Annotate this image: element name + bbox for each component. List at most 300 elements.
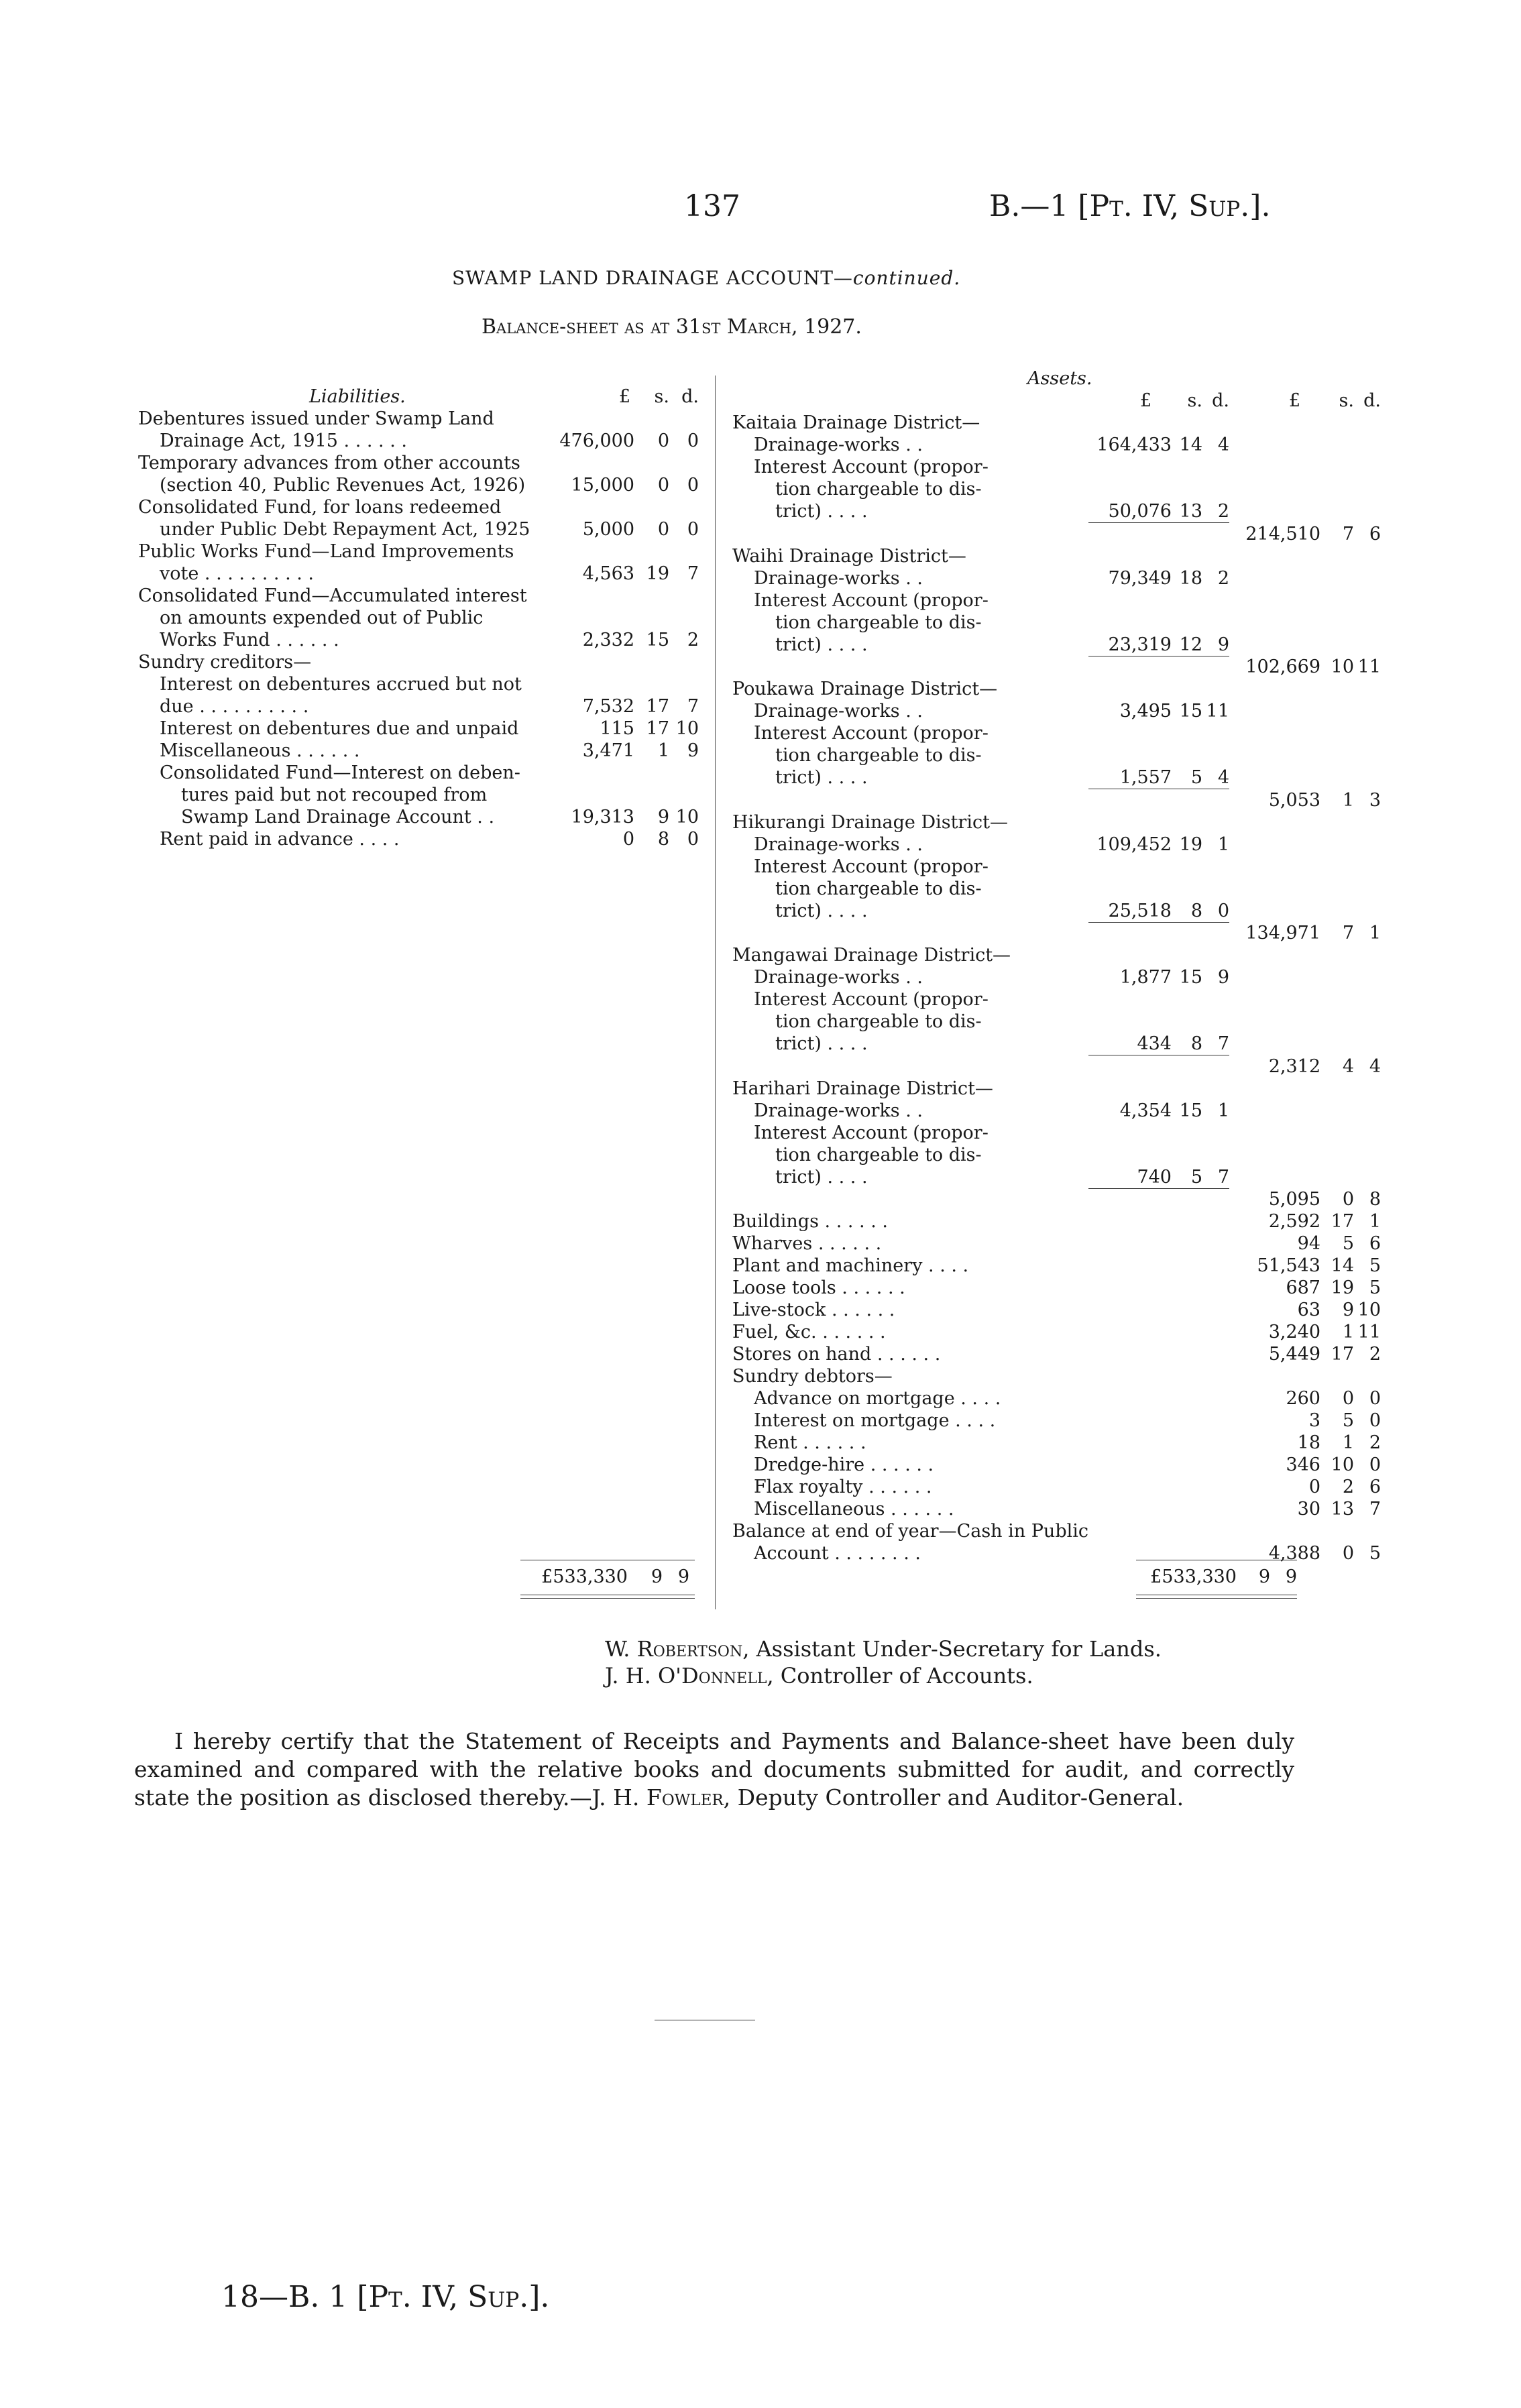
assets-row-pence-b: 0 — [1369, 1388, 1381, 1409]
assets-row-pence-a: 0 — [1202, 900, 1229, 923]
assets-row-pounds-a: 50,076 — [1088, 500, 1172, 523]
assets-row-shillings-a: 5 — [1172, 1166, 1202, 1189]
assets-row-shillings-b: 14 — [1331, 1255, 1354, 1276]
liabilities-row-shillings: 0 — [657, 431, 669, 451]
assets-row — [732, 1033, 1381, 1055]
assets-pence-header-b: d. — [1363, 390, 1381, 411]
assets-row-shillings-a: 15 — [1179, 1100, 1202, 1121]
assets-row-label: Rent . . . . . . — [754, 1432, 866, 1453]
assets-row-shillings-a — [1172, 1055, 1202, 1078]
assets-row-pence-a: 1 — [1217, 1100, 1229, 1121]
assets-row-pence-b: 2 — [1369, 1432, 1381, 1453]
liabilities-row-pounds: 5,000 — [582, 519, 634, 540]
assets-row-pounds-b: 4,388 — [1268, 1543, 1320, 1564]
assets-row-pence-b — [1354, 988, 1381, 1011]
assets-row-pounds-a — [1088, 1011, 1172, 1033]
liabilities-row-label: due . . . . . . . . . . — [160, 696, 309, 717]
assets-row-pounds-b — [1229, 1100, 1320, 1122]
assets-row-pounds-a — [1088, 612, 1172, 634]
assets-row-shillings-b: 19 — [1331, 1277, 1354, 1298]
liabilities-row-shillings: 17 — [646, 718, 669, 739]
assets-row-pounds-b — [1229, 612, 1320, 634]
assets-row-pounds-b: 102,669 — [1245, 656, 1320, 677]
assets-row-pence-a — [1202, 678, 1229, 700]
assets-row-shillings-b: 17 — [1331, 1344, 1354, 1365]
liabilities-row-pounds: 3,471 — [582, 740, 634, 761]
audit-certificate — [134, 1727, 1294, 1812]
assets-row — [732, 900, 1381, 923]
assets-row-pence-b — [1354, 500, 1381, 523]
liabilities-row — [138, 695, 699, 718]
assets-row-label: Drainage-works . . — [754, 435, 923, 455]
assets-row-pence-b — [1354, 1078, 1381, 1100]
liabilities-row-pounds: 115 — [600, 718, 634, 739]
assets-row-pence-a — [1202, 722, 1229, 744]
assets-row — [732, 1476, 1381, 1498]
assets-row-pounds-b: 5,095 — [1268, 1189, 1320, 1210]
liabilities-row-shillings — [634, 496, 669, 518]
assets-row-pence-b — [1354, 1100, 1381, 1122]
assets-row-shillings-b — [1320, 766, 1354, 789]
assets-row-pence-b: 11 — [1357, 656, 1381, 677]
account-title-continued: continued. — [852, 267, 961, 289]
liabilities-row — [138, 762, 699, 784]
assets-row-pence-a — [1202, 1410, 1229, 1432]
assets-row-pence-b — [1354, 766, 1381, 789]
assets-row — [732, 1100, 1381, 1122]
assets-row-shillings-a — [1172, 988, 1202, 1011]
liabilities-row-pounds — [547, 607, 634, 629]
liabilities-heading: Liabilities. — [309, 386, 406, 407]
assets-row — [732, 700, 1381, 722]
liabilities-row-pence: 10 — [675, 807, 699, 827]
assets-row — [732, 1365, 1381, 1387]
assets-row-pence-a: 7 — [1202, 1166, 1229, 1189]
assets-row-pence-a — [1202, 456, 1229, 478]
assets-row-pence-a — [1202, 1299, 1229, 1321]
assets-row-pounds-a — [1088, 1454, 1172, 1476]
assets-row-pounds-a — [1088, 988, 1172, 1011]
liabilities-row-shillings — [634, 585, 669, 607]
assets-row — [732, 1299, 1381, 1321]
liabilities-row-pence: 7 — [687, 563, 699, 584]
certificate-signer-role: , Deputy Controller and Auditor-General. — [723, 1784, 1184, 1811]
liabilities-section — [138, 386, 699, 850]
liabilities-row — [138, 806, 699, 828]
assets-row-pounds-a — [1088, 1542, 1172, 1564]
liabilities-total-pence: 9 — [677, 1566, 689, 1587]
liabilities-table — [138, 386, 699, 850]
assets-row-pence-a — [1202, 1122, 1229, 1144]
assets-pounds-header-a: £ — [1139, 390, 1151, 411]
assets-row-pounds-b: 30 — [1297, 1499, 1320, 1520]
assets-row-shillings-b — [1320, 478, 1354, 500]
assets-section — [732, 367, 1381, 1564]
assets-row-pounds-b: 2,312 — [1268, 1055, 1320, 1077]
assets-row-label: Flax royalty . . . . . . — [754, 1477, 932, 1497]
assets-row-pounds-a: 1,557 — [1088, 766, 1172, 789]
assets-row-pounds-b: 2,592 — [1268, 1211, 1320, 1232]
assets-row-pounds-a — [1088, 1055, 1172, 1078]
assets-row-shillings-a: 15 — [1179, 967, 1202, 988]
assets-row-label: tion chargeable to dis- — [775, 479, 982, 500]
assets-row-pounds-b — [1229, 966, 1320, 988]
assets-row-pence-a — [1202, 1188, 1229, 1210]
assets-row-pence-a — [1202, 856, 1229, 878]
assets-row-pence-a — [1202, 1232, 1229, 1255]
assets-row-shillings-b: 1 — [1342, 789, 1354, 811]
liabilities-row — [138, 607, 699, 629]
assets-row — [732, 1144, 1381, 1166]
assets-row-label — [732, 789, 1088, 811]
assets-row-pence-a — [1202, 789, 1229, 811]
assets-row-pence-a: 11 — [1206, 701, 1229, 722]
account-title-main: SWAMP LAND DRAINAGE ACCOUNT— — [452, 267, 853, 289]
liabilities-row-pounds — [547, 452, 634, 474]
assets-row-pounds-a — [1088, 1498, 1172, 1520]
liabilities-row-shillings — [634, 452, 669, 474]
assets-row-pence-a — [1202, 811, 1229, 834]
assets-row-pounds-b: 214,510 — [1245, 523, 1320, 544]
assets-row-shillings-a — [1172, 1232, 1202, 1255]
assets-row-shillings-a — [1172, 678, 1202, 700]
assets-row-label: Interest on mortgage . . . . — [754, 1410, 996, 1431]
liabilities-row — [138, 430, 699, 452]
assets-row-label: Balance at end of year—Cash in Public — [732, 1521, 1088, 1542]
assets-row-pounds-b — [1229, 1520, 1320, 1542]
assets-row-shillings-a — [1172, 1410, 1202, 1432]
assets-row-pence-a: 9 — [1202, 634, 1229, 656]
liabilities-row-shillings: 19 — [646, 563, 669, 584]
assets-row-pounds-b: 260 — [1286, 1388, 1320, 1409]
assets-row-pence-a — [1202, 1365, 1229, 1387]
assets-row-pounds-b: 3 — [1308, 1410, 1320, 1431]
assets-row-shillings-b — [1320, 1144, 1354, 1166]
assets-row-pounds-a: 23,319 — [1088, 634, 1172, 656]
assets-row-pounds-b — [1229, 1078, 1320, 1100]
liabilities-row-pence — [669, 673, 699, 695]
assets-total-shillings: 9 — [1258, 1566, 1270, 1587]
liabilities-row-pence: 2 — [687, 630, 699, 650]
assets-row-pence-b: 5 — [1369, 1543, 1381, 1564]
assets-row-shillings-b: 13 — [1331, 1499, 1354, 1520]
assets-shillings-header-a: s. — [1187, 390, 1202, 411]
liabilities-row-shillings: 0 — [657, 519, 669, 540]
assets-row-shillings-b: 7 — [1342, 523, 1354, 544]
liabilities-row-label: Consolidated Fund, for loans redeemed — [138, 497, 502, 518]
liabilities-rows — [138, 408, 699, 850]
assets-row-label: Stores on hand . . . . . . — [732, 1344, 941, 1365]
assets-row — [732, 1277, 1381, 1299]
assets-row — [732, 878, 1381, 900]
assets-row-shillings-a: 15 — [1179, 701, 1202, 722]
liabilities-row-pence: 9 — [687, 740, 699, 761]
assets-row-pence-b — [1354, 811, 1381, 834]
assets-row-shillings-a — [1172, 523, 1202, 545]
assets-row-pounds-b — [1229, 700, 1320, 722]
assets-row-pence-b — [1354, 1122, 1381, 1144]
assets-row-shillings-a — [1172, 1277, 1202, 1299]
assets-row — [732, 834, 1381, 856]
assets-row-pounds-b — [1229, 944, 1320, 966]
assets-row — [732, 1122, 1381, 1144]
assets-row-shillings-a — [1172, 1520, 1202, 1542]
assets-row-pence-a — [1202, 1255, 1229, 1277]
assets-row — [732, 766, 1381, 789]
assets-row-pence-a — [1202, 1210, 1229, 1232]
assets-row-shillings-a — [1172, 1122, 1202, 1144]
liabilities-row-pounds: 7,532 — [582, 696, 634, 717]
assets-row-pounds-b — [1229, 1122, 1320, 1144]
assets-row-shillings-b — [1320, 1011, 1354, 1033]
column-divider — [715, 376, 716, 1609]
liabilities-row — [138, 651, 699, 673]
assets-row-shillings-b — [1320, 500, 1354, 523]
assets-row-pence-a — [1202, 1343, 1229, 1365]
assets-row-pence-a — [1202, 1542, 1229, 1564]
liabilities-row-pounds — [547, 784, 634, 806]
assets-row-label: tion chargeable to dis- — [775, 1011, 982, 1032]
assets-row-pounds-a — [1088, 922, 1172, 944]
assets-row-pounds-a — [1088, 1476, 1172, 1498]
liabilities-row — [138, 518, 699, 540]
assets-row-shillings-a — [1172, 1365, 1202, 1387]
assets-row-shillings-b — [1320, 412, 1354, 434]
assets-row-label: trict) . . . . — [775, 767, 868, 788]
assets-row-pence-a: 2 — [1217, 567, 1229, 589]
assets-row — [732, 1343, 1381, 1365]
liabilities-row — [138, 496, 699, 518]
assets-row-pence-b — [1354, 1144, 1381, 1166]
assets-row-pence-b: 8 — [1369, 1189, 1381, 1210]
liabilities-row-pounds — [547, 585, 634, 607]
assets-row — [732, 722, 1381, 744]
assets-pence-header-a: d. — [1212, 390, 1229, 411]
assets-row-shillings-b — [1320, 456, 1354, 478]
assets-row-shillings-a — [1172, 1476, 1202, 1498]
liabilities-row-pounds: 15,000 — [571, 475, 634, 496]
assets-row-pence-b — [1354, 1033, 1381, 1055]
assets-row-pence-b — [1354, 634, 1381, 656]
assets-row-shillings-a — [1172, 1255, 1202, 1277]
assets-row-label: Miscellaneous . . . . . . — [754, 1499, 954, 1520]
assets-row-shillings-a — [1172, 589, 1202, 612]
assets-row-pence-b: 6 — [1369, 1477, 1381, 1497]
assets-row — [732, 744, 1381, 766]
assets-row-shillings-a — [1172, 922, 1202, 944]
assets-row-label: Kaitaia Drainage District— — [732, 412, 980, 433]
assets-row-pounds-a — [1088, 523, 1172, 545]
assets-row-pounds-b — [1229, 1144, 1320, 1166]
assets-row-shillings-b — [1320, 545, 1354, 567]
assets-row-shillings-a — [1172, 1432, 1202, 1454]
certificate-text: I hereby certify that the Statement of Receipts and Payments and Balance-sheet have been duly examined and compared with the relative books and documents submitted for audit, and correctly state the position as disclosed thereby.—J. H. — [134, 1728, 1294, 1811]
liabilities-row-pence — [669, 607, 699, 629]
assets-row-shillings-b: 0 — [1342, 1388, 1354, 1409]
assets-row-pounds-a — [1088, 944, 1172, 966]
assets-row-shillings-b — [1320, 811, 1354, 834]
assets-row-pounds-a — [1088, 811, 1172, 834]
assets-row-shillings-a — [1172, 478, 1202, 500]
assets-row-shillings-b: 10 — [1331, 656, 1354, 677]
assets-row-pounds-a — [1088, 1277, 1172, 1299]
assets-row-label: trict) . . . . — [775, 501, 868, 522]
assets-row-pounds-a — [1088, 656, 1172, 678]
assets-row-shillings-b: 1 — [1342, 1432, 1354, 1453]
liabilities-row-shillings — [634, 673, 669, 695]
liabilities-row-shillings — [634, 762, 669, 784]
assets-row — [732, 1011, 1381, 1033]
signature-1 — [605, 1636, 1162, 1662]
assets-row-pounds-a — [1088, 789, 1172, 811]
assets-row-shillings-a — [1172, 1454, 1202, 1476]
assets-row-pence-a — [1202, 656, 1229, 678]
assets-row — [732, 1432, 1381, 1454]
assets-row-pounds-b — [1229, 478, 1320, 500]
assets-row-shillings-a — [1172, 722, 1202, 744]
liabilities-row — [138, 718, 699, 740]
assets-row-pence-b: 11 — [1357, 1322, 1381, 1342]
assets-subtotal-row — [732, 1055, 1381, 1078]
assets-row-pence-b: 3 — [1369, 789, 1381, 811]
assets-row-pounds-b: 51,543 — [1257, 1255, 1320, 1276]
assets-row-shillings-a — [1172, 656, 1202, 678]
assets-row — [732, 966, 1381, 988]
assets-row-pounds-a — [1088, 456, 1172, 478]
liabilities-row-label: under Public Debt Repayment Act, 1925 — [160, 519, 530, 540]
liabilities-row — [138, 452, 699, 474]
assets-row-pence-b — [1354, 678, 1381, 700]
assets-row-pence-b: 4 — [1369, 1055, 1381, 1077]
liabilities-row-pounds: 4,563 — [582, 563, 634, 584]
assets-row-pounds-a — [1088, 412, 1172, 434]
assets-row-pounds-b: 346 — [1286, 1454, 1320, 1475]
assets-row-pounds-b — [1229, 766, 1320, 789]
assets-row-label: Drainage-works . . — [754, 567, 923, 589]
liabilities-row-label: Swamp Land Drainage Account . . — [181, 807, 495, 827]
assets-row-pence-a — [1202, 1078, 1229, 1100]
assets-row-pounds-a — [1088, 1078, 1172, 1100]
liabilities-row-pence — [669, 408, 699, 430]
assets-row-shillings-b — [1320, 966, 1354, 988]
liabilities-row — [138, 540, 699, 563]
assets-row-label: Hikurangi Drainage District— — [732, 811, 1008, 833]
assets-row-pounds-b — [1229, 412, 1320, 434]
liabilities-row-shillings — [634, 540, 669, 563]
assets-row-pence-a — [1202, 1498, 1229, 1520]
assets-row — [732, 944, 1381, 966]
liabilities-total-double-rule — [520, 1595, 695, 1599]
signature-1-role: , Assistant Under-Secretary for Lands. — [742, 1636, 1162, 1662]
assets-row-pence-b — [1354, 744, 1381, 766]
assets-row-pounds-b — [1229, 744, 1320, 766]
balance-sheet-subtitle: Balance-sheet as at 31st March, 1927. — [482, 315, 862, 339]
assets-row-pence-b — [1354, 1011, 1381, 1033]
assets-row-shillings-a: 8 — [1172, 900, 1202, 923]
assets-row-label: tion chargeable to dis- — [775, 1144, 982, 1165]
assets-row-pence-a: 7 — [1202, 1033, 1229, 1055]
assets-row-pounds-b: 5,449 — [1268, 1344, 1320, 1365]
assets-row-shillings-b: 0 — [1342, 1543, 1354, 1564]
assets-row-label: Plant and machinery . . . . — [732, 1255, 969, 1276]
assets-row-pounds-b — [1229, 856, 1320, 878]
liabilities-row-label: tures paid but not recouped from — [181, 785, 488, 805]
liabilities-row-label: Works Fund . . . . . . — [160, 630, 339, 650]
assets-row — [732, 1454, 1381, 1476]
assets-row — [732, 478, 1381, 500]
assets-row-shillings-b — [1320, 567, 1354, 589]
assets-row-pounds-a — [1088, 1343, 1172, 1365]
assets-row — [732, 811, 1381, 834]
assets-row-label: trict) . . . . — [775, 900, 868, 921]
assets-row — [732, 1255, 1381, 1277]
assets-row-shillings-a: 14 — [1179, 435, 1202, 455]
assets-row-pounds-a: 3,495 — [1119, 701, 1172, 722]
assets-row-label: tion chargeable to dis- — [775, 745, 982, 766]
assets-row-pounds-b — [1229, 500, 1320, 523]
assets-row-label: Loose tools . . . . . . — [732, 1277, 905, 1298]
assets-subtotal-row — [732, 922, 1381, 944]
assets-row-pounds-a — [1088, 722, 1172, 744]
assets-heading-row — [732, 367, 1381, 390]
assets-row-shillings-a — [1172, 1144, 1202, 1166]
assets-row-pounds-a — [1088, 478, 1172, 500]
assets-row-pence-a: 1 — [1217, 834, 1229, 855]
assets-row-label: Live-stock . . . . . . — [732, 1300, 895, 1320]
assets-row-label: Interest Account (propor- — [754, 457, 989, 477]
assets-row-pence-b — [1354, 612, 1381, 634]
assets-row-pence-a — [1202, 988, 1229, 1011]
assets-row-shillings-b — [1320, 434, 1354, 456]
assets-subtotal-row — [732, 523, 1381, 545]
liabilities-row — [138, 673, 699, 695]
assets-row — [732, 589, 1381, 612]
assets-row-pence-a — [1202, 1387, 1229, 1410]
assets-row-pence-b — [1354, 1365, 1381, 1387]
assets-row — [732, 412, 1381, 434]
assets-row-pounds-b — [1229, 634, 1320, 656]
assets-row-shillings-b: 9 — [1342, 1300, 1354, 1320]
assets-row-label: Drainage-works . . — [754, 834, 923, 855]
assets-row-pounds-b — [1229, 988, 1320, 1011]
liabilities-row — [138, 784, 699, 806]
liabilities-row-label: (section 40, Public Revenues Act, 1926) — [160, 475, 526, 496]
assets-row-shillings-b: 2 — [1342, 1477, 1354, 1497]
assets-row-pounds-b: 63 — [1297, 1300, 1320, 1320]
signature-2-name: J. H. O'Donnell — [605, 1663, 767, 1688]
assets-row — [732, 1410, 1381, 1432]
liabilities-row-label: Consolidated Fund—Interest on deben- — [160, 762, 520, 783]
liabilities-row-label: Public Works Fund—Land Improvements — [138, 541, 514, 562]
assets-row-shillings-a: 5 — [1172, 766, 1202, 789]
assets-row-pence-b — [1354, 478, 1381, 500]
liabilities-row-pence — [669, 651, 699, 673]
assets-row-pounds-a: 4,354 — [1119, 1100, 1172, 1121]
assets-row-pounds-a — [1088, 589, 1172, 612]
assets-row-shillings-b — [1320, 1122, 1354, 1144]
assets-row — [732, 1321, 1381, 1343]
assets-row-pence-b — [1354, 545, 1381, 567]
assets-row-pence-b: 0 — [1369, 1410, 1381, 1431]
liabilities-row — [138, 828, 699, 850]
assets-row-pounds-a — [1088, 1410, 1172, 1432]
assets-row-label: trict) . . . . — [775, 1033, 868, 1054]
assets-row-shillings-a: 8 — [1172, 1033, 1202, 1055]
assets-row-shillings-a — [1172, 1299, 1202, 1321]
assets-row-label: Interest Account (propor- — [754, 989, 989, 1010]
assets-row-pounds-a — [1088, 678, 1172, 700]
liabilities-row-pounds: 476,000 — [559, 431, 634, 451]
